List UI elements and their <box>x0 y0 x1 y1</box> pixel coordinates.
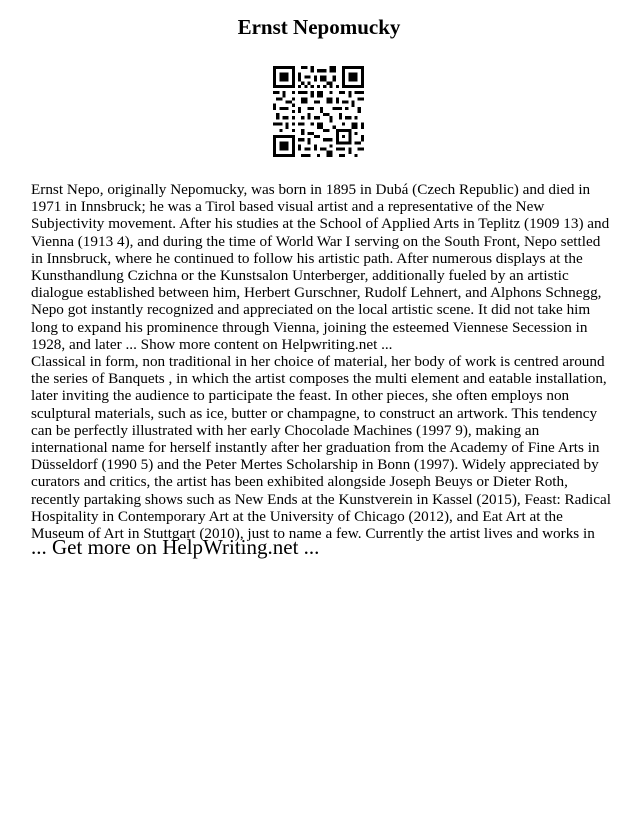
paragraph-2: Classical in form, non traditional in her choice of material, her body of work is centred around the series of Banquets , in which the artist composes the multi element and eatable installation, later inviting the audience to participate the feast. In other pieces, she often employs non sculptural materials, such as ice, butter or champagne, to construct an artwork. This tendency can be perfectly illustrated with her early Chocolade Machines (1997 9), making an international name for herself instantly after her graduation from the Academy of Fine Arts in Düsseldorf (1990 5) and the Peter Mertes Scholarship in Bonn (1997). Widely appreciated by curators and critics, the artist has been exhibited alongside Joseph Beuys or Dieter Roth, recently partaking shows such as New Ends at the Kunstverein in Kassel (2015), Feast: Radical Hospitality in Contemporary Art at the University of Chicago (2012), and Eat Art at the Museum of Art in Stuttgart (2010), just to name a few. Currently the artist lives and works in <box>31 353 611 543</box>
page-title: Ernst Nepomucky <box>237 15 401 39</box>
paragraph-1: Ernst Nepo, originally Nepomucky, was born in 1895 in Dubá (Czech Republic) and died in 1971 in Innsbruck; he was a Tirol based visual artist and a representative of the New Subjectivity movement. After his studies at the School of Applied Arts in Teplitz (1909 13) and Vienna (1913 4), and during the time of World War I serving on the South Front, Nepo settled in Innsbruck, where he continued to follow his artistic path. After numerous displays at the Kunsthandlung Czichna or the Kunstsalon Unterberger, additionally fueled by an artistic dialogue established between him, Herbert Gurschner, Rudolf Lehnert, and Alphons Schnegg, Nepo got instantly recognized and appreciated on the local artistic scene. It did not take him long to expand his prominence through Vienna, joining the esteemed Viennese Secession in 1928, and later ... Show more content on Helpwriting.net ... <box>31 181 610 353</box>
qr-code-icon <box>273 66 364 157</box>
get-more-link[interactable]: ... Get more on HelpWriting.net ... <box>31 535 320 559</box>
article-body <box>31 181 611 542</box>
